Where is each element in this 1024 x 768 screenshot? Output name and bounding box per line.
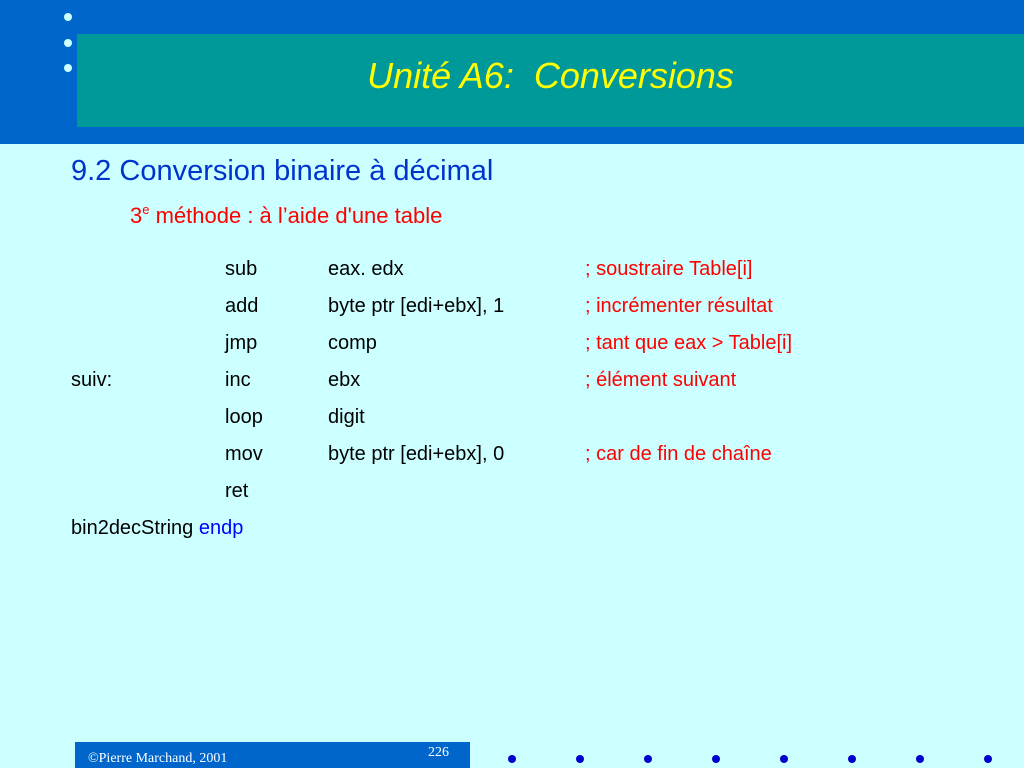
header-bullet-dot xyxy=(64,64,72,72)
copyright-text: ©Pierre Marchand, 2001 xyxy=(88,751,228,766)
footer-band xyxy=(75,742,470,768)
endp-keyword: endp xyxy=(198,517,244,539)
method-heading xyxy=(130,202,442,230)
code-comment: ; élément suivant xyxy=(585,369,737,391)
code-opcode: ret xyxy=(225,480,249,502)
code-operands: ebx xyxy=(328,369,361,391)
code-line xyxy=(0,288,1024,325)
code-opcode: sub xyxy=(225,258,258,280)
page-number: 226 xyxy=(428,745,449,760)
footer-dot xyxy=(508,755,516,763)
code-comment: ; car de fin de chaîne xyxy=(585,443,772,465)
header-bullet-dot xyxy=(64,13,72,21)
assembly-code-block xyxy=(0,251,1024,547)
code-operands: byte ptr [edi+ebx], 0 xyxy=(328,443,505,465)
footer-dot xyxy=(848,755,856,763)
slide-title: Unité A6: Conversions xyxy=(367,55,734,96)
code-opcode: add xyxy=(225,295,259,317)
end-line xyxy=(71,510,243,547)
method-superscript: e xyxy=(142,202,150,217)
code-comment: ; tant que eax > Table[i] xyxy=(585,332,793,354)
code-line xyxy=(0,251,1024,288)
code-operands: byte ptr [edi+ebx], 1 xyxy=(328,295,505,317)
code-comment: ; soustraire Table[i] xyxy=(585,258,753,280)
code-comment: ; incrémenter résultat xyxy=(585,295,773,317)
procedure-name: bin2decString xyxy=(71,517,194,539)
code-line xyxy=(0,436,1024,473)
code-operands: comp xyxy=(328,332,377,354)
code-line xyxy=(0,325,1024,362)
code-opcode: inc xyxy=(225,369,251,391)
code-operands: digit xyxy=(328,406,365,428)
method-text: méthode : à l’aide d'une table xyxy=(149,203,443,228)
code-line-endp xyxy=(0,510,1024,547)
title-box xyxy=(77,34,1024,127)
footer-dot xyxy=(712,755,720,763)
code-line xyxy=(0,473,1024,510)
code-opcode: mov xyxy=(225,443,263,465)
footer-dot xyxy=(576,755,584,763)
code-line xyxy=(0,362,1024,399)
code-opcode: jmp xyxy=(225,332,258,354)
method-number: 3 xyxy=(130,203,143,228)
code-line xyxy=(0,399,1024,436)
code-operands: eax. edx xyxy=(328,258,404,280)
footer-dot xyxy=(780,755,788,763)
header-bullet-dot xyxy=(64,39,72,47)
code-label: suiv: xyxy=(71,369,113,391)
footer-dot xyxy=(984,755,992,763)
code-opcode: loop xyxy=(225,406,263,428)
section-subtitle: 9.2 Conversion binaire à décimal xyxy=(71,155,494,187)
footer-dot xyxy=(916,755,924,763)
footer-dot xyxy=(644,755,652,763)
